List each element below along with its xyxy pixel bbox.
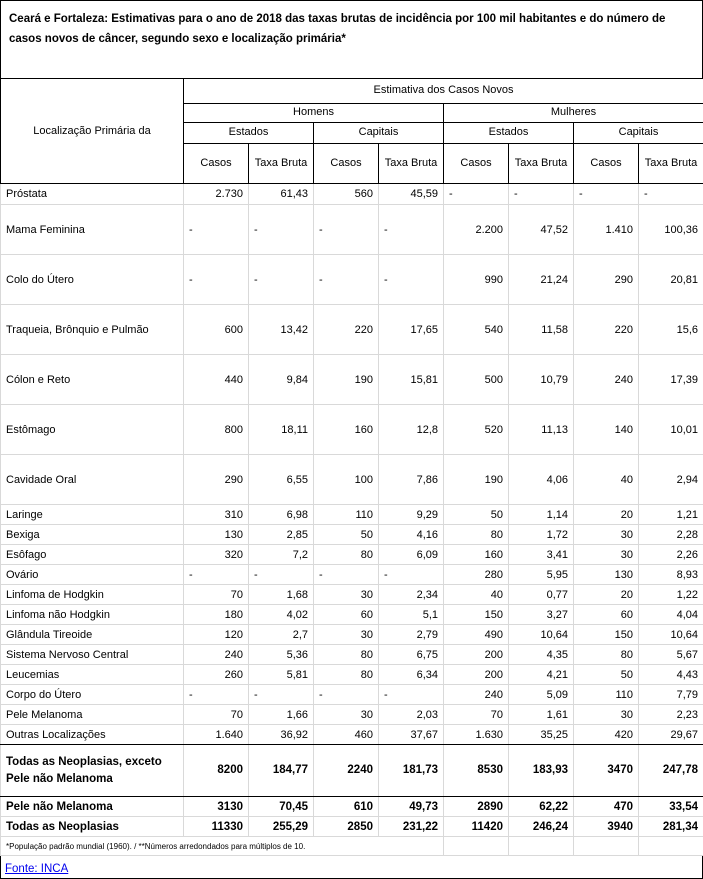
data-cell: - (379, 565, 444, 585)
data-cell: 6,75 (379, 645, 444, 665)
data-cell: 500 (444, 355, 509, 405)
data-cell: 120 (184, 625, 249, 645)
data-cell: 200 (444, 645, 509, 665)
data-cell: 50 (444, 505, 509, 525)
data-cell: 80 (314, 645, 379, 665)
data-cell: 4,02 (249, 605, 314, 625)
data-cell: 180 (184, 605, 249, 625)
data-cell: 15,81 (379, 355, 444, 405)
data-cell: 800 (184, 405, 249, 455)
header-metric-casos-1: Casos (184, 144, 249, 184)
data-cell: 2240 (314, 745, 379, 797)
data-cell: 3470 (574, 745, 639, 797)
data-cell: 45,59 (379, 184, 444, 205)
data-cell: 5,09 (509, 685, 574, 705)
footnote-empty-cell (444, 837, 509, 856)
data-cell: 110 (574, 685, 639, 705)
header-metric-taxa-bruta-2: Taxa Bruta (379, 144, 444, 184)
row-label: Colo do Útero (1, 255, 184, 305)
source-link-inca[interactable]: Fonte: INCA (5, 863, 68, 875)
data-cell: 12,8 (379, 405, 444, 455)
data-cell: 0,77 (509, 585, 574, 605)
data-cell: 10,79 (509, 355, 574, 405)
data-cell: 70 (184, 585, 249, 605)
data-cell: 21,24 (509, 255, 574, 305)
data-cell: 130 (184, 525, 249, 545)
data-cell: 110 (314, 505, 379, 525)
data-cell: 2,85 (249, 525, 314, 545)
table-row (1, 605, 703, 625)
row-label: Cavidade Oral (1, 455, 184, 505)
data-cell: 3940 (574, 817, 639, 837)
data-cell: 240 (184, 645, 249, 665)
row-label: Leucemias (1, 665, 184, 685)
data-cell: 6,98 (249, 505, 314, 525)
data-cell: 70,45 (249, 797, 314, 817)
data-cell: 7,86 (379, 455, 444, 505)
data-cell: 40 (574, 455, 639, 505)
data-cell: 130 (574, 565, 639, 585)
data-cell: 3,27 (509, 605, 574, 625)
data-cell: 2.200 (444, 205, 509, 255)
data-cell: 260 (184, 665, 249, 685)
data-cell: 2,03 (379, 705, 444, 725)
data-cell: 290 (184, 455, 249, 505)
data-cell: 70 (184, 705, 249, 725)
data-cell: 30 (574, 525, 639, 545)
row-label: Outras Localizações (1, 725, 184, 745)
row-label: Linfoma não Hodgkin (1, 605, 184, 625)
data-cell: 160 (444, 545, 509, 565)
data-cell: 8,93 (639, 565, 703, 585)
data-cell: 1,14 (509, 505, 574, 525)
row-label: Esôfago (1, 545, 184, 565)
table-row (1, 255, 703, 305)
row-label: Ovário (1, 565, 184, 585)
data-cell: - (249, 255, 314, 305)
row-label: Mama Feminina (1, 205, 184, 255)
data-cell: 100,36 (639, 205, 703, 255)
data-cell: 80 (574, 645, 639, 665)
data-cell: 2,26 (639, 545, 703, 565)
data-cell: 33,54 (639, 797, 703, 817)
data-cell: 9,84 (249, 355, 314, 405)
data-cell: - (184, 255, 249, 305)
row-label: Todas as Neoplasias, exceto Pele não Melanoma (1, 745, 184, 797)
data-cell: 30 (314, 705, 379, 725)
table-title-block (0, 0, 703, 78)
data-cell: - (314, 205, 379, 255)
data-cell: 2890 (444, 797, 509, 817)
data-cell: 35,25 (509, 725, 574, 745)
data-cell: 181,73 (379, 745, 444, 797)
data-cell: 190 (444, 455, 509, 505)
footnote-empty-cell (574, 837, 639, 856)
data-cell: 255,29 (249, 817, 314, 837)
row-label: Bexiga (1, 525, 184, 545)
header-mulheres: Mulheres (444, 104, 703, 123)
data-cell: - (184, 565, 249, 585)
data-cell: - (314, 685, 379, 705)
data-cell: 10,64 (639, 625, 703, 645)
data-cell: 18,11 (249, 405, 314, 455)
row-label: Traqueia, Brônquio e Pulmão (1, 305, 184, 355)
data-cell: 37,67 (379, 725, 444, 745)
data-cell: 190 (314, 355, 379, 405)
table-row (1, 705, 703, 725)
data-cell: 240 (444, 685, 509, 705)
data-cell: - (314, 255, 379, 305)
data-cell: - (314, 565, 379, 585)
table-row (1, 355, 703, 405)
row-label: Linfoma de Hodgkin (1, 585, 184, 605)
data-cell: 140 (574, 405, 639, 455)
data-cell: - (379, 255, 444, 305)
data-cell: 60 (574, 605, 639, 625)
data-cell: 9,29 (379, 505, 444, 525)
source-block (0, 856, 703, 879)
data-cell: 5,67 (639, 645, 703, 665)
data-cell: 15,6 (639, 305, 703, 355)
data-cell: 281,34 (639, 817, 703, 837)
footnote-empty-cell (509, 837, 574, 856)
data-cell: 30 (574, 705, 639, 725)
data-cell: 4,43 (639, 665, 703, 685)
table-header (1, 79, 703, 184)
data-cell: 440 (184, 355, 249, 405)
data-cell: 4,35 (509, 645, 574, 665)
data-cell: 990 (444, 255, 509, 305)
header-metric-casos-3: Casos (444, 144, 509, 184)
data-cell: 80 (314, 545, 379, 565)
data-cell: 8530 (444, 745, 509, 797)
row-label: Próstata (1, 184, 184, 205)
data-cell: 70 (444, 705, 509, 725)
data-cell: 6,55 (249, 455, 314, 505)
data-cell: 61,43 (249, 184, 314, 205)
table-row (1, 665, 703, 685)
data-cell: 100 (314, 455, 379, 505)
row-label: Corpo do Útero (1, 685, 184, 705)
header-estimativa-casos-novos: Estimativa dos Casos Novos (184, 79, 703, 104)
data-cell: 220 (574, 305, 639, 355)
data-cell: 1.630 (444, 725, 509, 745)
data-cell: 17,65 (379, 305, 444, 355)
data-cell: - (184, 685, 249, 705)
data-cell: 150 (444, 605, 509, 625)
data-cell: 247,78 (639, 745, 703, 797)
data-cell: 30 (314, 585, 379, 605)
data-cell: 10,01 (639, 405, 703, 455)
data-cell: - (509, 184, 574, 205)
data-cell: 1.410 (574, 205, 639, 255)
data-cell: 29,67 (639, 725, 703, 745)
table-row (1, 305, 703, 355)
data-cell: 1,61 (509, 705, 574, 725)
header-metric-casos-2: Casos (314, 144, 379, 184)
data-cell: 1,22 (639, 585, 703, 605)
data-cell: 4,21 (509, 665, 574, 685)
data-cell: 4,06 (509, 455, 574, 505)
data-cell: 610 (314, 797, 379, 817)
data-cell: 2,28 (639, 525, 703, 545)
data-cell: 6,34 (379, 665, 444, 685)
data-cell: 600 (184, 305, 249, 355)
data-cell: 220 (314, 305, 379, 355)
data-cell: 7,79 (639, 685, 703, 705)
data-cell: 6,09 (379, 545, 444, 565)
data-cell: 30 (314, 625, 379, 645)
table-row (1, 685, 703, 705)
table-total-row (1, 745, 703, 797)
data-cell: 2,23 (639, 705, 703, 725)
table-row (1, 405, 703, 455)
data-cell: 280 (444, 565, 509, 585)
data-cell: 10,64 (509, 625, 574, 645)
header-homens-estados: Estados (184, 123, 314, 144)
data-cell: 520 (444, 405, 509, 455)
data-cell: 240 (574, 355, 639, 405)
data-cell: 50 (314, 525, 379, 545)
data-cell: 310 (184, 505, 249, 525)
data-cell: 2.730 (184, 184, 249, 205)
table-row (1, 545, 703, 565)
header-metric-taxa-bruta-1: Taxa Bruta (249, 144, 314, 184)
footnote-row (1, 837, 703, 856)
data-cell: 49,73 (379, 797, 444, 817)
data-cell: 420 (574, 725, 639, 745)
row-label: Todas as Neoplasias (1, 817, 184, 837)
data-cell: 2,34 (379, 585, 444, 605)
footnote-text: *População padrão mundial (1960). / **Números arredondados para múltiplos de 10. (1, 837, 444, 856)
data-cell: - (249, 685, 314, 705)
row-label: Pele Melanoma (1, 705, 184, 725)
data-cell: 4,16 (379, 525, 444, 545)
data-cell: 20 (574, 585, 639, 605)
data-cell: 1,72 (509, 525, 574, 545)
data-cell: 200 (444, 665, 509, 685)
data-cell: 320 (184, 545, 249, 565)
data-cell: 246,24 (509, 817, 574, 837)
data-cell: 1.640 (184, 725, 249, 745)
header-metric-taxa-bruta-3: Taxa Bruta (509, 144, 574, 184)
header-homens-capitais: Capitais (314, 123, 444, 144)
data-cell: 184,77 (249, 745, 314, 797)
footnote-empty-cell (639, 837, 703, 856)
table-row (1, 205, 703, 255)
header-metric-taxa-bruta-4: Taxa Bruta (639, 144, 703, 184)
data-cell: 460 (314, 725, 379, 745)
table-row (1, 625, 703, 645)
data-cell: 4,04 (639, 605, 703, 625)
data-cell: 5,1 (379, 605, 444, 625)
table-total-row (1, 797, 703, 817)
data-cell: 1,66 (249, 705, 314, 725)
data-cell: 80 (444, 525, 509, 545)
data-cell: 540 (444, 305, 509, 355)
data-cell: 11420 (444, 817, 509, 837)
data-cell: 183,93 (509, 745, 574, 797)
row-label: Cólon e Reto (1, 355, 184, 405)
header-homens: Homens (184, 104, 444, 123)
table-row (1, 505, 703, 525)
data-cell: 11330 (184, 817, 249, 837)
row-label: Pele não Melanoma (1, 797, 184, 817)
data-cell: 1,68 (249, 585, 314, 605)
data-cell: 17,39 (639, 355, 703, 405)
header-row-span-all (1, 79, 703, 104)
data-cell: 13,42 (249, 305, 314, 355)
table-row (1, 525, 703, 545)
data-cell: 231,22 (379, 817, 444, 837)
data-cell: 470 (574, 797, 639, 817)
data-cell: 150 (574, 625, 639, 645)
table-total-row (1, 817, 703, 837)
data-cell: 1,21 (639, 505, 703, 525)
data-cell: 11,13 (509, 405, 574, 455)
data-cell: 11,58 (509, 305, 574, 355)
table-row (1, 565, 703, 585)
data-cell: 60 (314, 605, 379, 625)
data-cell: 2,94 (639, 455, 703, 505)
data-cell: - (444, 184, 509, 205)
header-mulheres-estados: Estados (444, 123, 574, 144)
data-cell: 290 (574, 255, 639, 305)
data-cell: 2850 (314, 817, 379, 837)
data-cell: 36,92 (249, 725, 314, 745)
data-cell: 3130 (184, 797, 249, 817)
data-cell: - (249, 205, 314, 255)
data-cell: 30 (574, 545, 639, 565)
cancer-estimates-table (0, 78, 703, 856)
row-label: Laringe (1, 505, 184, 525)
data-cell: - (574, 184, 639, 205)
table-body (1, 184, 703, 856)
data-cell: 490 (444, 625, 509, 645)
table-row (1, 184, 703, 205)
data-cell: 7,2 (249, 545, 314, 565)
data-cell: 5,95 (509, 565, 574, 585)
data-cell: - (639, 184, 703, 205)
row-label: Estômago (1, 405, 184, 455)
data-cell: 20,81 (639, 255, 703, 305)
data-cell: 5,36 (249, 645, 314, 665)
page-title: Ceará e Fortaleza: Estimativas para o ano de 2018 das taxas brutas de incidência por 100 mil habitantes e do número de casos novos de câncer, segundo sexo e localização primária* (9, 9, 692, 49)
table-row (1, 645, 703, 665)
data-cell: - (184, 205, 249, 255)
data-cell: 47,52 (509, 205, 574, 255)
row-label: Sistema Nervoso Central (1, 645, 184, 665)
row-label: Glândula Tireoide (1, 625, 184, 645)
data-cell: - (379, 685, 444, 705)
data-cell: 3,41 (509, 545, 574, 565)
table-row (1, 585, 703, 605)
data-cell: 8200 (184, 745, 249, 797)
header-localizacao-primaria: Localização Primária da (1, 79, 184, 184)
header-mulheres-capitais: Capitais (574, 123, 703, 144)
table-row (1, 455, 703, 505)
data-cell: 160 (314, 405, 379, 455)
data-cell: 40 (444, 585, 509, 605)
data-cell: - (379, 205, 444, 255)
data-cell: 560 (314, 184, 379, 205)
table-row (1, 725, 703, 745)
data-cell: 50 (574, 665, 639, 685)
header-metric-casos-4: Casos (574, 144, 639, 184)
data-cell: 5,81 (249, 665, 314, 685)
data-cell: 2,79 (379, 625, 444, 645)
data-cell: 80 (314, 665, 379, 685)
data-cell: 62,22 (509, 797, 574, 817)
data-cell: 2,7 (249, 625, 314, 645)
data-cell: - (249, 565, 314, 585)
data-cell: 20 (574, 505, 639, 525)
